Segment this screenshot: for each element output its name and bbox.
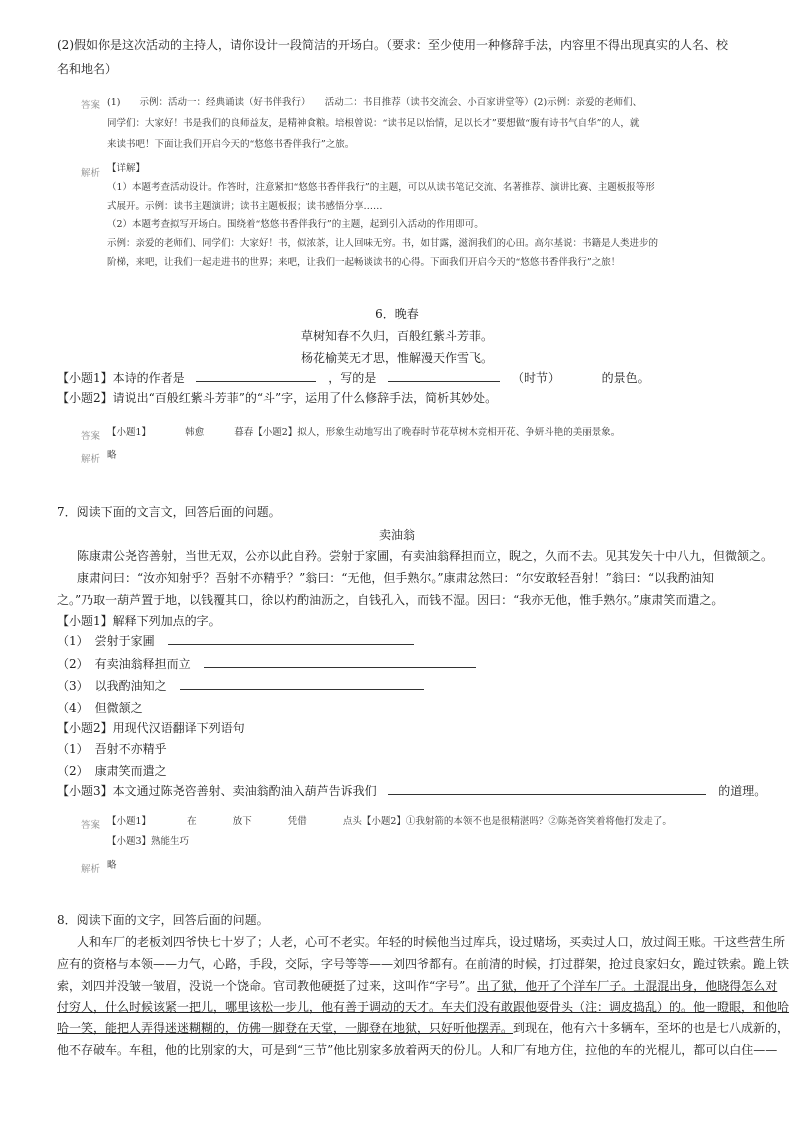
q6-subquestion1: 【小题1】本诗的作者是 ，写的是 （时节） 的景色。 <box>57 367 650 389</box>
q6-analysis-label: 解析 <box>81 454 101 465</box>
q5-answer-label: 答案 <box>81 100 101 111</box>
q6-poem-line1: 草树知春不久归，百般红紫斗芳菲。 <box>300 329 493 343</box>
q7-subquestion3: 【小题3】本文通过陈尧咨善射、卖油翁酌油入葫芦告诉我们 的道理。 <box>57 780 766 802</box>
q8-underlined-line4: 付穷人，什么时候该紧一把儿，哪里该松一步儿，他有善于调动的天才。车夫们没有敢跟他耍骨头（注：调皮捣乱）的。他一瞪眼，和他哈 <box>57 1000 790 1014</box>
q6-answer-label: 答案 <box>81 431 101 442</box>
q7-para-line1: 陈康肃公尧咨善射，当世无双，公亦以此自矜。尝射于家圃，有卖油翁释担而立，睨之，久而不去。见其发矢十中八九，但微颔之。 <box>77 549 774 563</box>
q7-item3: （3） 以我酌油知之 <box>57 675 424 697</box>
q5-analysis-label: 解析 <box>81 168 101 179</box>
q6-title: 6．晚春 <box>375 307 419 321</box>
q7-para-line2: 康肃问曰：“汝亦知射乎？吾射不亦精乎？”翁曰：“无他，但手熟尔。”康肃忿然曰：“尔安敢轻吾射！”翁曰：“以我酌油知 <box>77 571 714 585</box>
q5-analysis-line5: 示例：亲爱的老师们、同学们：大家好！书，似浓茶，让人回味无穷。书，如甘露，滋润我们的心田。高尔基说：书籍是人类进步的 <box>107 238 659 249</box>
q7-lesson-blank[interactable] <box>388 781 706 795</box>
q7-analysis-text: 略 <box>107 860 117 871</box>
q7-item2-blank[interactable] <box>204 654 476 668</box>
q7-answer-line1: 【小题1】 在 放下 凭借 点头【小题2】①我射箭的本领不也是很精湛吗？②陈尧咨笑着将他打发走了。 <box>107 816 672 827</box>
q6-answer: 【小题1】 韩愈 暮春【小题2】拟人，形象生动地写出了晚春时节花草树木竞相开花、争妍斗艳的美丽景象。 <box>107 427 621 438</box>
q6-analysis-text: 略 <box>107 450 117 461</box>
q7-intro: 7．阅读下面的文言文，回答后面的问题。 <box>57 505 281 519</box>
q7-item1: （1） 尝射于家圃 <box>57 630 414 652</box>
q7-title: 卖油翁 <box>378 528 415 542</box>
q7-item1-blank[interactable] <box>168 631 414 645</box>
q7-para-line3: 之。”乃取一葫芦置于地，以钱覆其口，徐以杓酌油沥之，自钱孔入，而钱不湿。因曰：“我亦无他，惟手熟尔。”康肃笑而遣之。 <box>57 593 724 607</box>
q7-subquestion1: 【小题1】解释下列加点的字。 <box>57 614 221 628</box>
q5-analysis-line4: （2）本题考查拟写开场白。围绕着“悠悠书香伴我行”的主题，起到引入活动的作用即可。 <box>107 219 484 230</box>
q5-prompt-line1: (2)假如你是这次活动的主持人，请你设计一段简洁的开场白。（要求：至少使用一种修辞手法，内容里不得出现真实的人名、校 <box>57 38 729 52</box>
q6-author-blank[interactable] <box>196 368 316 382</box>
q7-analysis-label: 解析 <box>81 864 101 875</box>
q8-line5: 哈一笑，能把人弄得迷迷糊糊的，仿佛一脚登在天堂，一脚登在地狱，只好听他摆弄。到现在，他有六十多辆车，至坏的也是七八成新的， <box>57 1021 790 1035</box>
q8-intro: 8．阅读下面的文字，回答后面的问题。 <box>57 913 269 927</box>
q7-answer-label: 答案 <box>81 820 101 831</box>
q5-analysis-line2: （1）本题考查活动设计。作答时，注意紧扣“悠悠书香伴我行”的主题，可以从读书笔记交流、名著推荐、演讲比赛、主题板报等形 <box>107 182 655 193</box>
q8-underlined-passage-end: 哈一笑，能把人弄得迷迷糊糊的，仿佛一脚登在天堂，一脚登在地狱，只好听他摆弄。 <box>57 1021 514 1035</box>
q5-analysis-line1: 【详解】 <box>107 163 146 174</box>
q8-line1: 人和车厂的老板刘四爷快七十岁了；人老，心可不老实。年轻的时候他当过库兵，设过赌场，买卖过人口，放过阎王账。干这些营生所 <box>77 935 786 949</box>
q7-translate-item1: （1） 吾射不亦精乎 <box>57 742 167 756</box>
q5-answer-line2: 同学们：大家好！书是我们的良师益友，是精神食粮。培根曾说：“读书足以怡情，足以长才”要想做“腹有诗书气自华”的人，就 <box>107 118 640 129</box>
q7-answer-line2: 【小题3】熟能生巧 <box>107 836 190 847</box>
q7-item4: （4） 但微颔之 <box>57 701 143 715</box>
q5-answer-line3: 来读书吧！下面让我们开启今天的“悠悠书香伴我行”之旅。 <box>107 139 355 150</box>
q7-item3-blank[interactable] <box>180 676 424 690</box>
q8-line6: 他不存破车。车租，他的比别家的大，可是到“三节”他比别家多放着两天的份儿。人和厂有地方住，拉他的车的光棍儿，都可以白住—— <box>57 1043 778 1057</box>
q5-prompt-line2: 名和地名） <box>57 62 118 76</box>
q7-subquestion2: 【小题2】用现代汉语翻译下列语句 <box>57 721 245 735</box>
q5-analysis-line3: 式展开。示例：读书主题演讲；读书主题板报；读书感悟分享…… <box>107 201 383 212</box>
q8-underlined-passage-start: 出了狱，他开了个洋车厂子。土混混出身，他晓得怎么对 <box>477 979 778 993</box>
q7-translate-item2: （2） 康肃笑而遣之 <box>57 764 167 778</box>
q6-season-blank[interactable] <box>388 368 500 382</box>
q5-analysis-line6: 阶梯，来吧，让我们一起走进书的世界；来吧，让我们一起畅谈读书的心得。下面我们开启今天的“悠悠书香伴我行”之旅！ <box>107 257 621 268</box>
q6-subquestion2: 【小题2】请说出“百般红紫斗芳菲”的“斗”字，运用了什么修辞手法，简析其妙处。 <box>57 391 498 405</box>
q8-line2: 应有的资格与本领——力气，心路，手段，交际，字号等等——刘四爷都有。在前清的时候，打过群架，抢过良家妇女，跪过铁索。跪上铁 <box>57 957 790 971</box>
q8-line3: 索，刘四并没皱一皱眉，没说一个饶命。官司教他硬挺了过来，这叫作“字号”。出了狱，他开了个洋车厂子。土混混出身，他晓得怎么对 <box>57 979 778 993</box>
q7-item2: （2） 有卖油翁释担而立 <box>57 653 476 675</box>
q6-poem-line2: 杨花榆荚无才思，惟解漫天作雪飞。 <box>300 351 493 365</box>
q5-answer-line1: (1) 示例：活动一：经典诵读（好书伴我行） 活动二：书目推荐（读书交流会、小百家讲堂等）(2)示例：亲爱的老师们、 <box>107 97 643 108</box>
